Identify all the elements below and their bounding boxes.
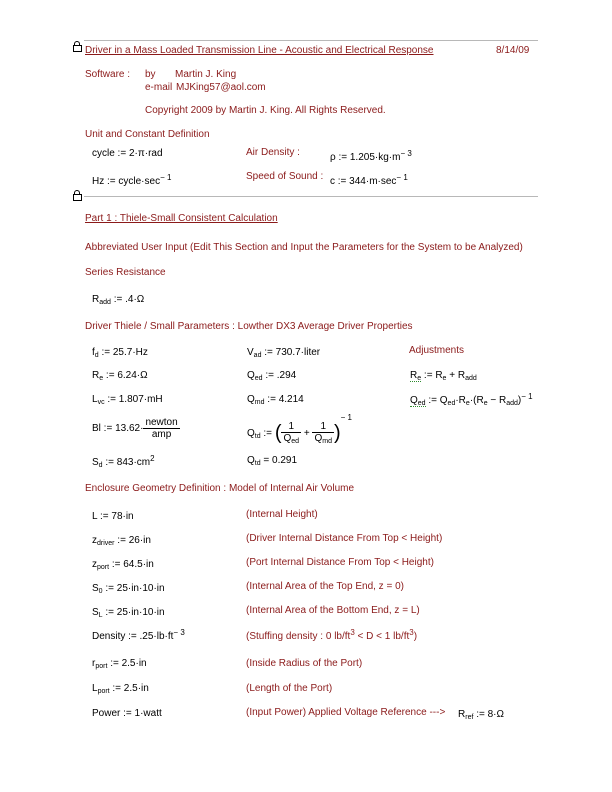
lock-icon [73, 41, 81, 50]
enclosure-parameter: $z_{port}$ := 64.5·in [92, 559, 154, 571]
document-date: 8/14/09 [496, 45, 530, 56]
cycle-definition: cycle := 2·π·rad [92, 148, 163, 159]
density-definition: Density := $.25\cdot lb\cdot ft^{- 3}$ [92, 628, 185, 642]
lport-note: (Length of the Port) [246, 683, 333, 694]
bl-definition: Bl := 13.62· $\frac{\text{newton}}{\text{amp}}$ [92, 417, 178, 440]
units-heading: Unit and Constant Definition [85, 129, 210, 140]
enclosure-parameter: $S_L$ := 25·in·10·in [92, 607, 165, 619]
radd-definition: $R_{add}$ := .4·Ω [92, 294, 145, 306]
rport-definition: $r_{port}$ := 2.5·in [92, 658, 147, 670]
fd-definition: $f_d$ := 25.7·Hz [92, 347, 148, 359]
re-definition: $R_e$ := 6.24·Ω [92, 370, 148, 382]
rport-note: (Inside Radius of the Port) [246, 658, 363, 669]
series-resistance-heading: Series Resistance [85, 267, 166, 278]
document-title: Driver in a Mass Loaded Transmission Line - Acoustic and Electrical Response [85, 45, 434, 56]
power-definition: Power := 1·watt [92, 708, 162, 719]
driver-parameters-heading: Driver Thiele / Small Parameters : Lowther DX3 Average Driver Properties [85, 321, 413, 332]
c-definition: c := $344\cdot m\cdot\sec^{- 1}$ [330, 173, 408, 187]
lport-definition: $L_{port}$ := 2.5·in [92, 683, 149, 695]
section-divider [84, 196, 538, 197]
density-note: (Stuffing density : 0 $lb/ft^3 < D < 1$ $lb/ft^3$) [246, 628, 418, 642]
enclosure-parameter: $S_0$ := 25·in·10·in [92, 583, 165, 595]
qtd-result: $Q_{td} = 0.291$ [247, 455, 298, 467]
enclosure-parameter-note: (Driver Internal Distance From Top < Height) [246, 533, 443, 544]
email-address: MJKing57@aol.com [176, 82, 266, 93]
power-note: (Input Power) Applied Voltage Reference ---> [246, 707, 446, 718]
user-input-heading: Abbreviated User Input (Edit This Section and Input the Parameters for the System to be Analyzed) [85, 242, 523, 253]
re-adjustment: $R_e$ := $R_e + R_{add}$ [410, 370, 477, 382]
enclosure-heading: Enclosure Geometry Definition : Model of Internal Air Volume [85, 483, 355, 494]
lock-icon [73, 190, 81, 199]
vas-definition: $V_{ad}$ := 730.7·liter [247, 347, 321, 359]
enclosure-parameter: $z_{driver}$ := 26·in [92, 535, 151, 547]
sd-definition: $S_d$ := $843\cdot cm^2$ [92, 454, 155, 469]
part1-heading: Part 1 : Thiele-Small Consistent Calculation [85, 213, 278, 224]
rho-definition: ρ := $1.205\cdot kg\cdot m^{- 3}$ [330, 149, 412, 163]
speed-of-sound-label: Speed of Sound : [246, 171, 324, 182]
lvc-definition: $L_{vc}$ := 1.807·mH [92, 394, 163, 406]
rref-definition: $R_{ref}$ := 8·Ω [458, 709, 504, 721]
qtd-formula: $Q_{td}$ := ( $\frac{1}{Q_{ed}}$ + $\frac{1}{Q_{md}}$ )$^{- 1}$ [247, 413, 352, 446]
copyright-text: Copyright 2009 by Martin J. King. All Rights Reserved. [145, 105, 386, 116]
qmd-definition: $Q_{md}$ := 4.214 [247, 394, 304, 406]
enclosure-parameter: L := 78·in [92, 511, 134, 522]
email-label: e-mail [145, 82, 173, 93]
top-divider [84, 40, 538, 41]
air-density-label: Air Density : [246, 147, 300, 158]
enclosure-parameter-note: (Internal Height) [246, 509, 318, 520]
enclosure-parameter-note: (Internal Area of the Bottom End, z = L) [246, 605, 420, 616]
software-label: Software : [85, 69, 131, 80]
qed-adjustment: $Q_{ed}$ := $Q_{ed}\cdot R_e\cdot(R_e - R_{add})^{- 1}$ [410, 392, 533, 407]
author-name: Martin J. King [175, 69, 237, 80]
enclosure-parameter-note: (Internal Area of the Top End, z = 0) [246, 581, 404, 592]
hz-definition: Hz := $cycle\cdot\sec^{- 1}$ [92, 173, 172, 187]
qed-definition: $Q_{ed}$ := .294 [247, 370, 297, 382]
adjustments-heading: Adjustments [409, 345, 465, 356]
enclosure-parameter-note: (Port Internal Distance From Top < Height) [246, 557, 434, 568]
by-label: by [145, 69, 156, 80]
